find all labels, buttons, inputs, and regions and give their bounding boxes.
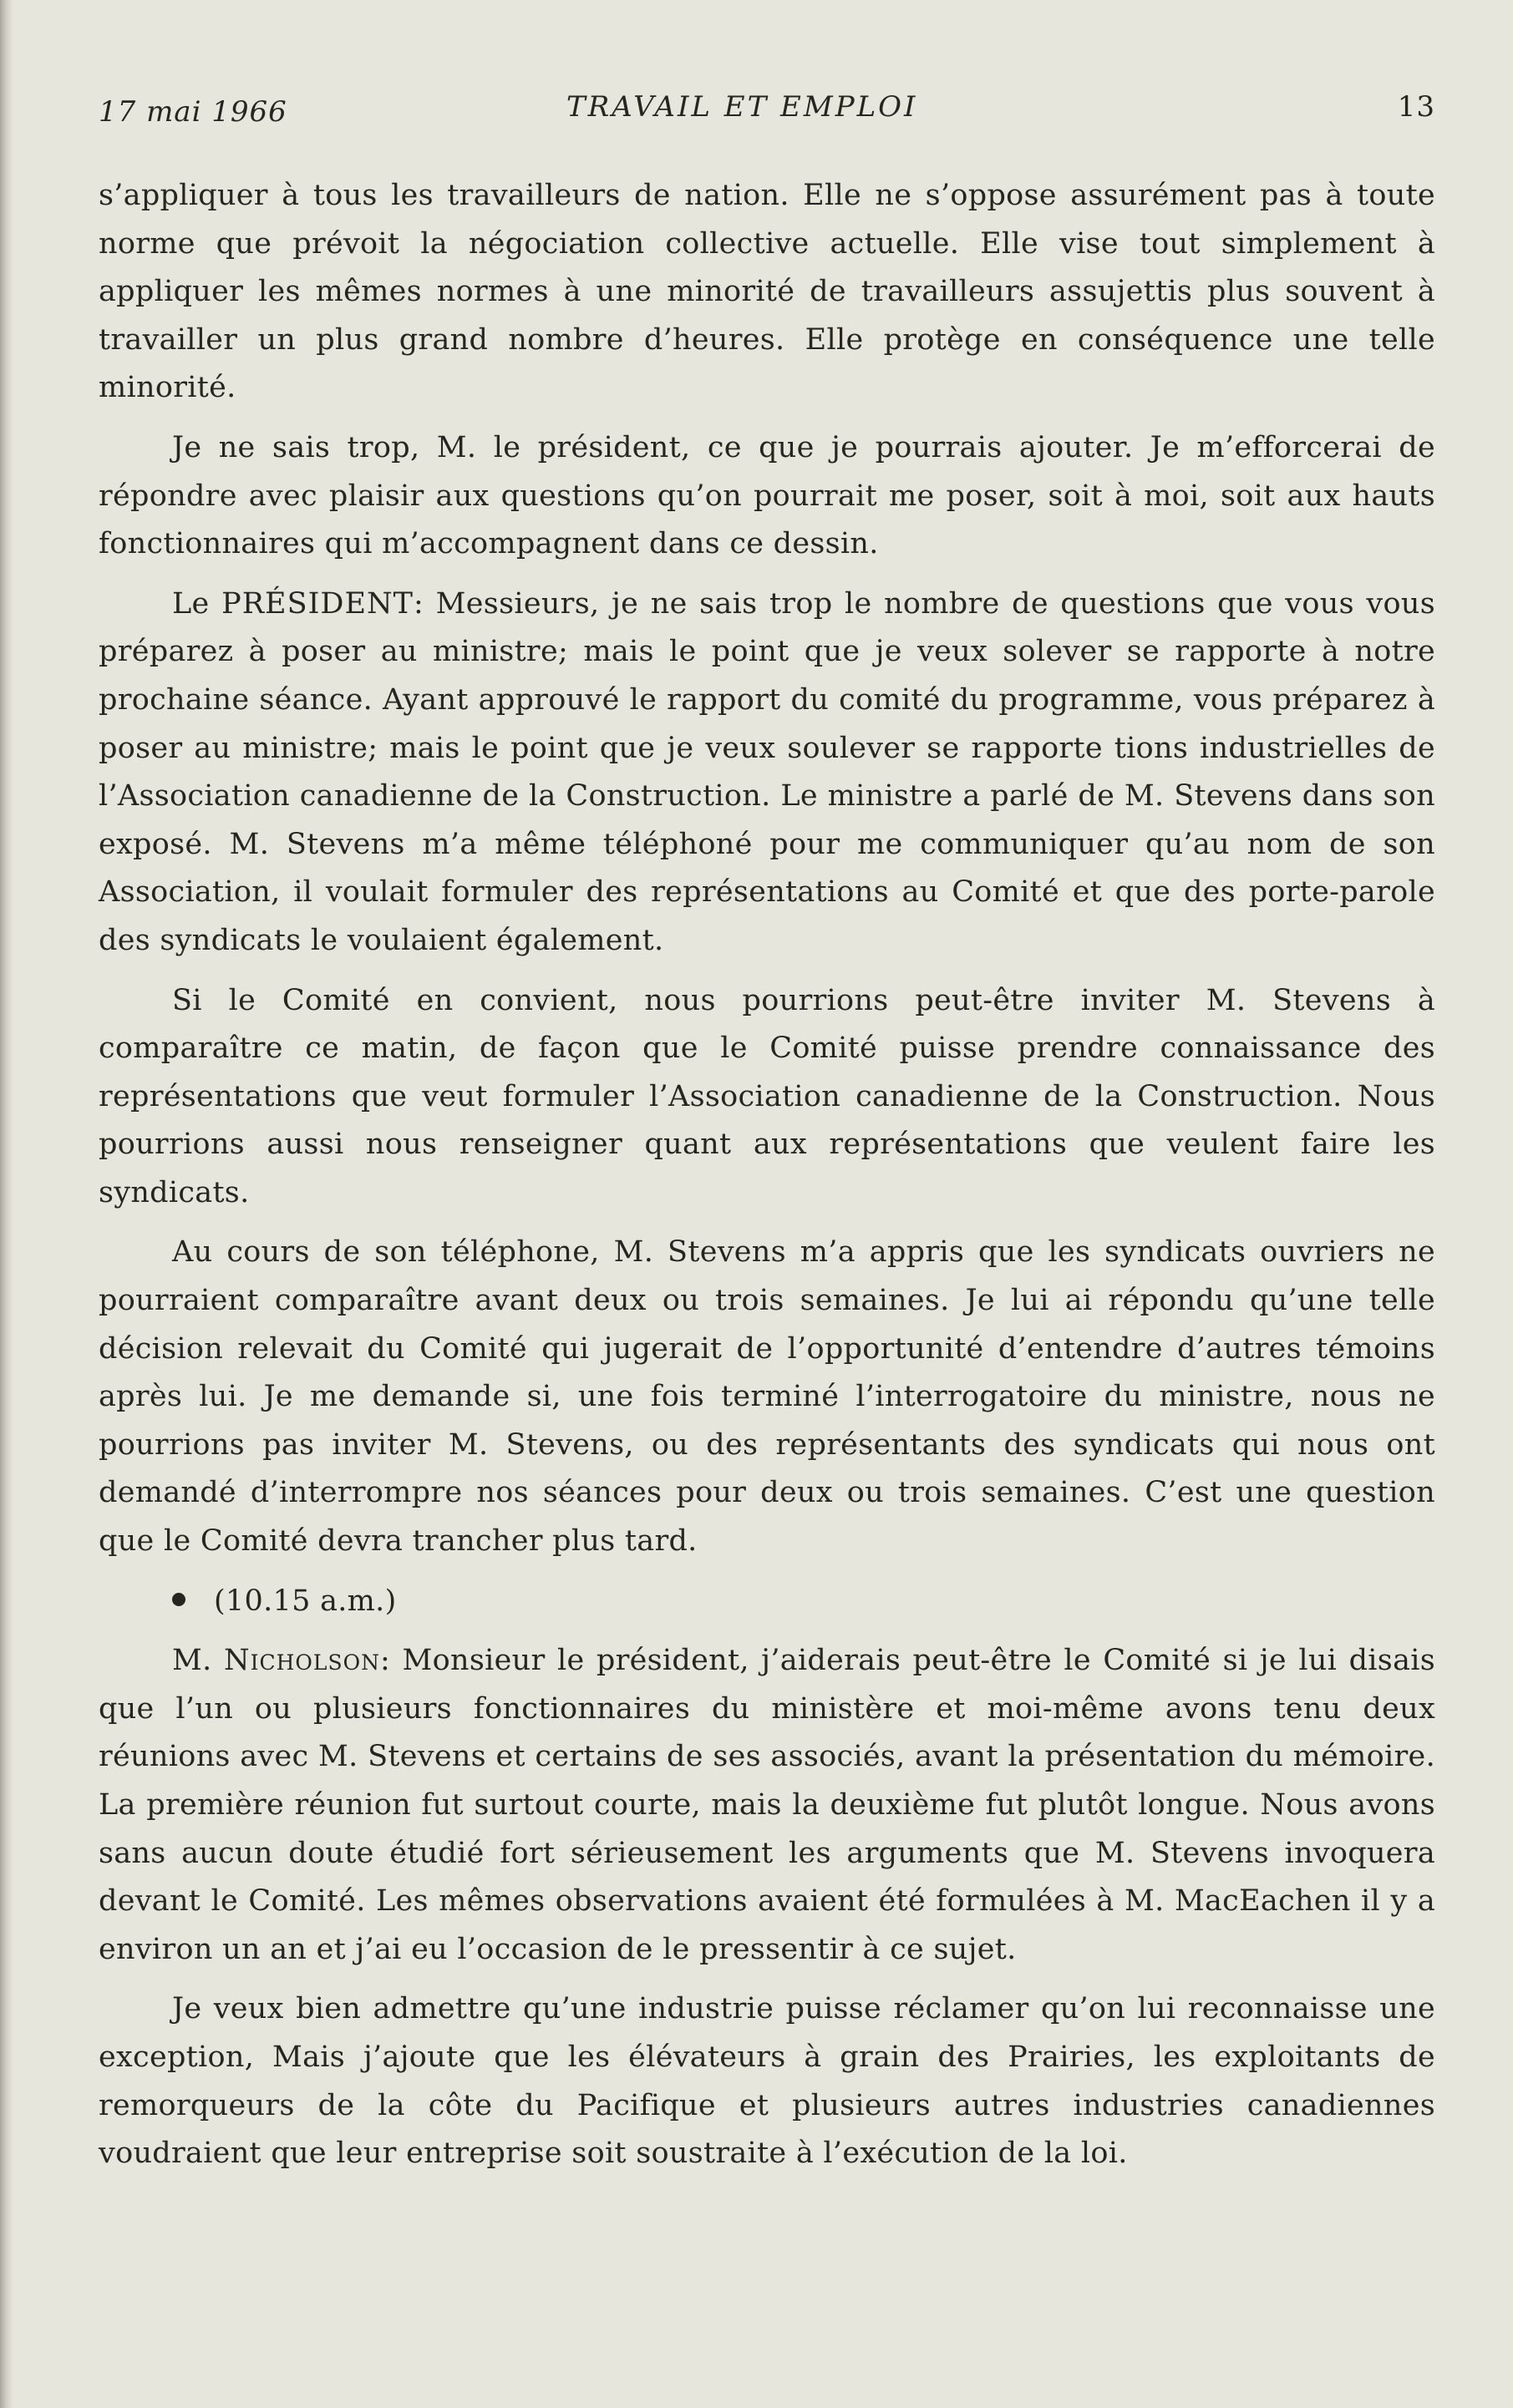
- header-title: TRAVAIL ET EMPLOI: [566, 90, 918, 124]
- timestamp: (10.15 a.m.): [214, 1584, 397, 1618]
- page-binding-edge: [0, 0, 13, 2408]
- paragraph: Je ne sais trop, M. le président, ce que je pourrais ajouter. Je m’efforcerai de répondre avec plaisir aux questions qu’on pourrait me poser, soit à moi, soit aux hauts fonctionnaires qui m’accompagnent dans ce dessin.: [99, 430, 1435, 561]
- speaker-name: PRÉSIDENT: [221, 586, 414, 621]
- body-text: [99, 172, 1435, 2178]
- paragraph: Je veux bien admettre qu’une industrie puisse réclamer qu’on lui reconnaisse une exception, Mais j’ajoute que les élévateurs à grain des Prairies, les exploitants de remorqueurs de la côte du Pacifique et plusieurs autres industries canadiennes voudraient que leur entreprise soit soustraite à l’exécution de la loi.: [99, 1992, 1435, 2171]
- document-page: [99, 90, 1435, 2190]
- speaker-prefix: Le: [172, 586, 222, 621]
- bullet-icon: [172, 1593, 185, 1606]
- speech-text: : Monsieur le président, j’aiderais peut-être le Comité si je lui disais que l’un ou plusieurs fonctionnaires du ministère et moi-même avons tenu deux réunions avec M. Stevens et certains de ses associés, avant la présentation du mémoire. La première réunion fut surtout courte, mais la deuxième fut plutôt longue. Nous avons sans aucun doute étudié fort sérieusement les arguments que M. Stevens invoquera devant le Comité. Les mêmes observations avaient été formulées à M. MacEachen il y a environ un an et j’ai eu l’occasion de le pressentir à ce sujet.: [99, 1644, 1435, 1966]
- paragraph-nicholson: [99, 1637, 1435, 1974]
- timestamp-line: [99, 1578, 1435, 1626]
- running-header: [99, 90, 1435, 130]
- speech-text: : Messieurs, je ne sais trop le nombre de questions que vous vous préparez à poser au ministre; mais le point que je veux solever se rapporte à notre prochaine séance. Ayant approuvé le rapport du comité du programme, vous préparez à poser au ministre; mais le point que je veux soulever se rapporte tions industrielles de l’Association canadienne de la Construction. Le ministre a parlé de M. Stevens dans son exposé. M. Stevens m’a même téléphoné pour me communiquer qu’au nom de son Association, il voulait formuler des représentations au Comité et que des porte-parole des syndicats le voulaient également.: [99, 586, 1435, 957]
- speaker-name: Nicholson: [224, 1644, 381, 1678]
- speaker-prefix: M.: [172, 1644, 224, 1678]
- paragraph: s’appliquer à tous les travailleurs de nation. Elle ne s’oppose assurément pas à toute norme que prévoit la négociation collective actuelle. Elle vise tout simplement à appliquer les mêmes normes à une minorité de travailleurs assujettis plus souvent à travailler un plus grand nombre d’heures. Elle protège en conséquence une telle minorité.: [99, 179, 1435, 405]
- paragraph: Si le Comité en convient, nous pourrions peut-être inviter M. Stevens à comparaître ce matin, de façon que le Comité puisse prendre connaissance des représentations que veut formuler l’Association canadienne de la Construction. Nous pourrions aussi nous renseigner quant aux représentations que veulent faire les syndicats.: [99, 983, 1435, 1209]
- paragraph: Au cours de son téléphone, M. Stevens m’a appris que les syndicats ouvriers ne pourraient comparaître avant deux ou trois semaines. Je lui ai répondu qu’une telle décision relevait du Comité qui jugerait de l’opportunité d’entendre d’autres témoins après lui. Je me demande si, une fois terminé l’interrogatoire du ministre, nous ne pourrions pas inviter M. Stevens, ou des représentants des syndicats qui nous ont demandé d’interrompre nos séances pour deux ou trois semaines. C’est une question que le Comité devra trancher plus tard.: [99, 1235, 1435, 1559]
- page-number: 13: [1397, 90, 1435, 124]
- paragraph-president: [99, 580, 1435, 966]
- header-date: 17 mai 1966: [99, 95, 287, 129]
